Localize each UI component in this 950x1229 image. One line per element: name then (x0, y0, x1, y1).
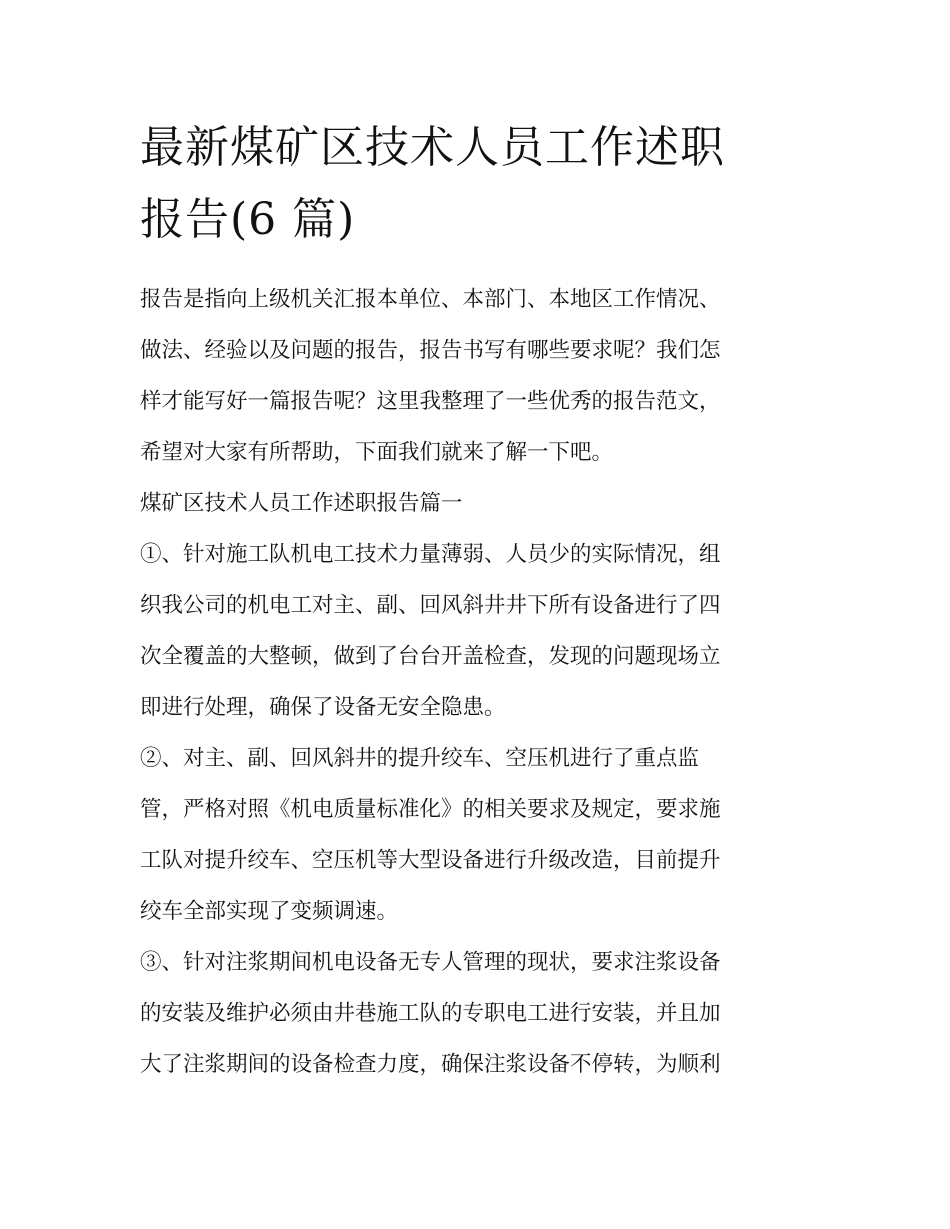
text-line: 次全覆盖的大整顿，做到了台台开盖检查，发现的问题现场立 (140, 644, 721, 669)
text-line: 样才能写好一篇报告呢？这里我整理了一些优秀的报告范文， (140, 389, 721, 414)
text-line: 希望对大家有所帮助，下面我们就来了解一下吧。 (140, 440, 614, 465)
text-line: 煤矿区技术人员工作述职报告篇一 (140, 491, 463, 516)
document-body (140, 274, 812, 1090)
item-3-paragraph (140, 937, 812, 1090)
text-line: 的安装及维护必须由井巷施工队的专职电工进行安装，并且加 (140, 1001, 721, 1026)
text-line: ①、针对施工队机电工技术力量薄弱、人员少的实际情况，组 (140, 542, 721, 567)
section-heading (140, 478, 812, 529)
text-line: 即进行处理，确保了设备无安全隐患。 (140, 695, 506, 720)
text-line: ③、针对注浆期间机电设备无专人管理的现状，要求注浆设备 (140, 950, 721, 975)
text-line: 工队对提升绞车、空压机等大型设备进行升级改造，目前提升 (140, 848, 721, 873)
document-title (140, 112, 820, 256)
text-line: 做法、经验以及问题的报告，报告书写有哪些要求呢？我们怎 (140, 338, 721, 363)
text-line: 报告是指向上级机关汇报本单位、本部门、本地区工作情况、 (140, 287, 721, 312)
title-line: 最新煤矿区技术人员工作述职 (140, 122, 725, 173)
text-line: 大了注浆期间的设备检查力度，确保注浆设备不停转，为顺利 (140, 1052, 721, 1077)
text-line: 管，严格对照《机电质量标准化》的相关要求及规定，要求施 (140, 797, 721, 822)
item-1-paragraph (140, 529, 812, 733)
intro-paragraph (140, 274, 812, 478)
text-line: ②、对主、副、回风斜井的提升绞车、空压机进行了重点监 (140, 746, 700, 771)
title-line: 报告(6 篇) (140, 194, 356, 245)
item-2-paragraph (140, 733, 812, 937)
text-line: 织我公司的机电工对主、副、回风斜井井下所有设备进行了四 (140, 593, 721, 618)
text-line: 绞车全部实现了变频调速。 (140, 899, 399, 924)
